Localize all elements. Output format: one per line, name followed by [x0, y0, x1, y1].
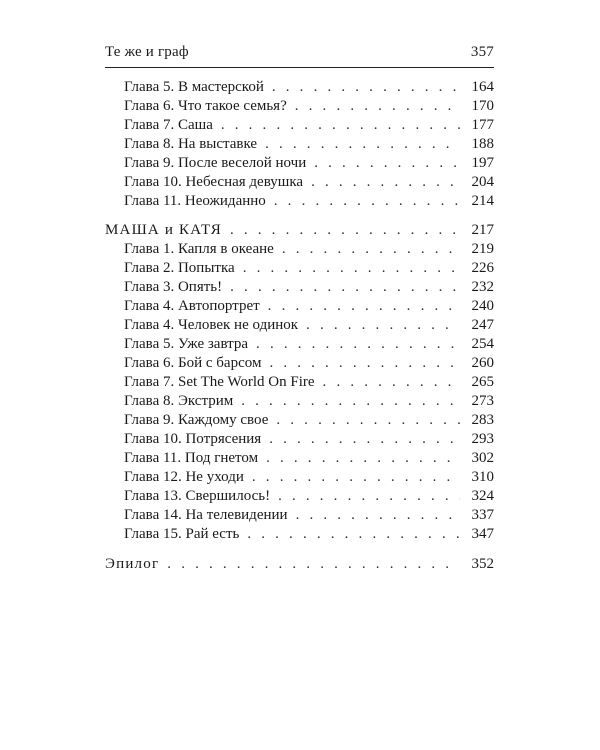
entry-page: 347 — [471, 526, 494, 542]
entry-page: 170 — [471, 98, 494, 114]
entry-page: 164 — [471, 79, 494, 95]
dot-leader — [282, 240, 460, 259]
dot-leader — [278, 487, 460, 506]
toc-entry — [105, 297, 494, 316]
dot-leader — [314, 154, 460, 173]
dot-leader — [256, 335, 460, 354]
toc-entry — [105, 78, 494, 97]
entry-page: 293 — [471, 431, 494, 447]
toc-entry — [105, 468, 494, 487]
entry-title: Глава 12. Не уходи — [124, 469, 244, 485]
entry-page: 254 — [471, 336, 494, 352]
toc-entry — [105, 259, 494, 278]
section-page: 217 — [471, 222, 494, 238]
toc-entry — [105, 316, 494, 335]
toc-entry — [105, 354, 494, 373]
entry-title: Глава 3. Опять! — [124, 279, 223, 295]
entry-page: 265 — [471, 374, 494, 390]
entry-title: Глава 8. На выставке — [124, 136, 258, 152]
toc-entry — [105, 506, 494, 525]
dot-leader — [269, 354, 460, 373]
entry-page: 260 — [471, 355, 494, 371]
entry-page: 188 — [471, 136, 494, 152]
dot-leader — [167, 555, 460, 574]
dot-leader — [311, 173, 460, 192]
entry-title: Глава 8. Экстрим — [124, 393, 234, 409]
toc-entry — [105, 154, 494, 173]
section-spacer — [105, 211, 494, 221]
entry-title: Глава 13. Свершилось! — [124, 488, 271, 504]
entry-title: Глава 4. Человек не одинок — [124, 317, 299, 333]
dot-leader — [295, 97, 460, 116]
entry-page: 302 — [471, 450, 494, 466]
toc-entry — [105, 335, 494, 354]
toc-entry — [105, 449, 494, 468]
section-spacer — [105, 544, 494, 555]
toc-entry — [105, 392, 494, 411]
dot-leader — [230, 278, 460, 297]
entry-title: Глава 9. После веселой ночи — [124, 155, 307, 171]
entry-title: Глава 10. Небесная девушка — [124, 174, 304, 190]
entry-title: Глава 2. Попытка — [124, 260, 235, 276]
dot-leader — [230, 221, 460, 240]
entry-title: Глава 6. Что такое семья? — [124, 98, 287, 114]
toc-entry — [105, 192, 494, 211]
dot-leader — [221, 116, 460, 135]
entry-title: Глава 4. Автопортрет — [124, 298, 260, 314]
dot-leader — [274, 192, 460, 211]
header-rule — [105, 67, 494, 68]
running-header — [105, 44, 494, 64]
dot-leader — [276, 411, 460, 430]
entry-title: Глава 6. Бой с барсом — [124, 355, 262, 371]
dot-leader — [247, 525, 460, 544]
toc-entry — [105, 525, 494, 544]
page-number: 357 — [470, 44, 494, 60]
epilogue-page: 352 — [471, 556, 494, 572]
toc-entry — [105, 430, 494, 449]
entry-page: 310 — [471, 469, 494, 485]
dot-leader — [268, 297, 460, 316]
entry-page: 226 — [471, 260, 494, 276]
entry-title: Глава 14. На телевидении — [124, 507, 288, 523]
entry-page: 273 — [471, 393, 494, 409]
entry-title: Глава 1. Капля в океане — [124, 241, 274, 257]
entry-page: 214 — [471, 193, 494, 209]
entry-title: Глава 9. Каждому свое — [124, 412, 269, 428]
entry-title: Глава 10. Потрясения — [124, 431, 262, 447]
dot-leader — [269, 430, 460, 449]
entry-title: Глава 5. В мастерской — [124, 79, 264, 95]
running-title: Те же и граф — [105, 44, 189, 60]
entry-page: 219 — [471, 241, 494, 257]
dot-leader — [252, 468, 460, 487]
entry-title: Глава 5. Уже завтра — [124, 336, 249, 352]
toc-entry — [105, 173, 494, 192]
entry-page: 232 — [471, 279, 494, 295]
entry-title: Глава 11. Неожиданно — [124, 193, 266, 209]
entry-title: Глава 7. Саша — [124, 117, 213, 133]
dot-leader — [266, 449, 460, 468]
toc-entry — [105, 116, 494, 135]
toc-section-entry — [105, 221, 494, 240]
dot-leader — [272, 78, 460, 97]
dot-leader — [306, 316, 460, 335]
epilogue-title: Эпилог — [105, 556, 160, 572]
entry-page: 177 — [471, 117, 494, 133]
toc-entry — [105, 240, 494, 259]
dot-leader — [265, 135, 460, 154]
table-of-contents — [105, 78, 494, 574]
dot-leader — [241, 392, 460, 411]
dot-leader — [243, 259, 460, 278]
dot-leader — [296, 506, 460, 525]
entry-page: 283 — [471, 412, 494, 428]
entry-page: 337 — [471, 507, 494, 523]
entry-page: 204 — [471, 174, 494, 190]
toc-entry — [105, 97, 494, 116]
entry-page: 240 — [471, 298, 494, 314]
entry-title: Глава 7. Set The World On Fire — [124, 374, 315, 390]
entry-title: Глава 11. Под гнетом — [124, 450, 259, 466]
section-title: МАША и КАТЯ — [105, 222, 222, 238]
toc-entry — [105, 411, 494, 430]
entry-title: Глава 15. Рай есть — [124, 526, 240, 542]
entry-page: 324 — [471, 488, 494, 504]
toc-epilogue-entry — [105, 555, 494, 574]
entry-page: 247 — [471, 317, 494, 333]
entry-page: 197 — [471, 155, 494, 171]
toc-entry — [105, 278, 494, 297]
toc-entry — [105, 487, 494, 506]
toc-entry — [105, 373, 494, 392]
dot-leader — [323, 373, 460, 392]
toc-entry — [105, 135, 494, 154]
